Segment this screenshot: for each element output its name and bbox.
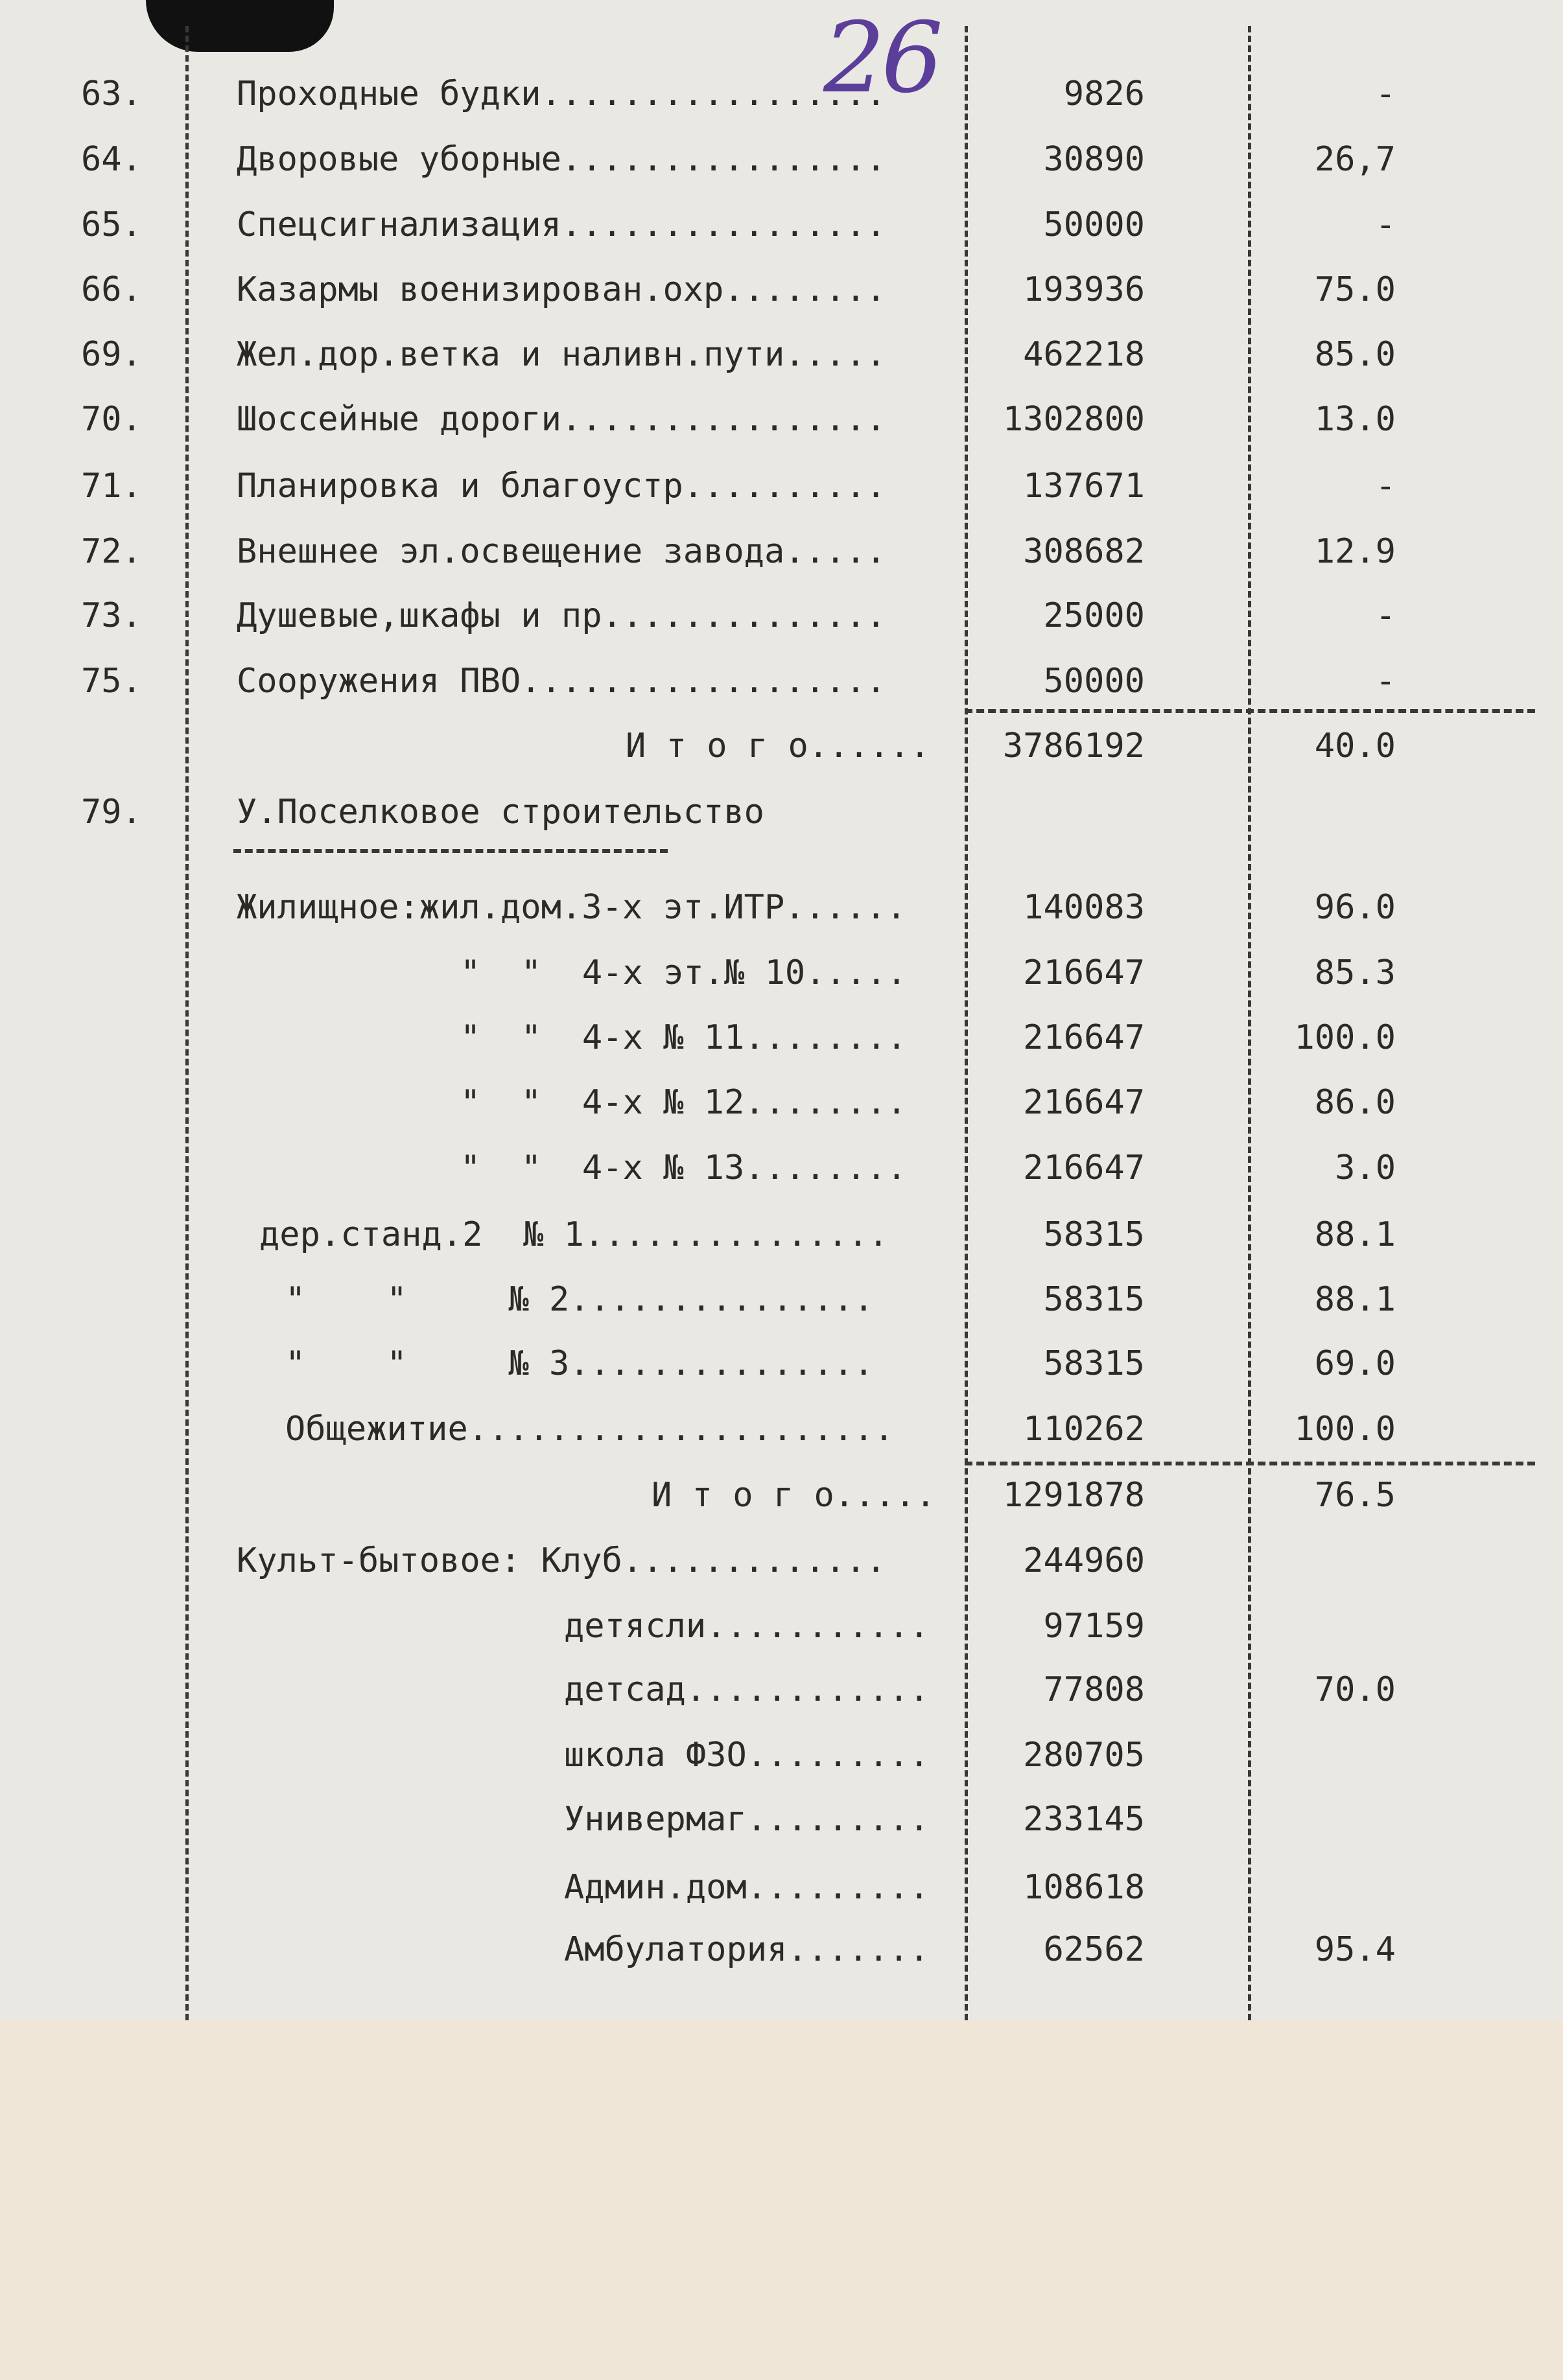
table-row [0,1397,1563,1462]
row-label: Амбулатория....... [564,1930,930,1969]
table-row [0,257,1563,322]
subtotal-percent: 76.5 [1314,1476,1396,1515]
row-amount: 140083 [1023,888,1145,927]
row-label: Админ.дом......... [564,1868,930,1907]
subtotal-percent: 40.0 [1314,727,1396,765]
torn-corner [146,0,334,52]
row-percent: 75.0 [1314,270,1396,309]
row-number: 69. [81,335,142,374]
row-percent: 95.4 [1314,1930,1396,1969]
row-percent: 12.9 [1314,532,1396,571]
row-percent: 13.0 [1314,400,1396,439]
row-amount: 77808 [1043,1670,1145,1709]
row-label: " " 4-х № 13........ [460,1149,907,1187]
row-amount: 137671 [1023,467,1145,506]
row-percent: 85.0 [1314,335,1396,374]
row-label: Душевые,шкафы и пр.............. [237,596,886,635]
row-number: 66. [81,270,142,309]
row-label: дер.станд.2 № 1............... [259,1215,889,1254]
row-number: 70. [81,400,142,439]
row-number: 75. [81,662,142,701]
row-label: Сооружения ПВО.................. [237,662,886,701]
heading-underline [233,849,668,853]
row-percent: 3.0 [1335,1149,1396,1187]
row-percent: - [1375,75,1396,113]
row-amount: 244960 [1023,1541,1145,1580]
row-percent: 86.0 [1314,1083,1396,1122]
table-row [0,940,1563,1005]
row-label: " " № 3............... [285,1344,874,1383]
table-row [0,583,1563,648]
row-label: Культ-бытовое: Клуб............. [237,1541,886,1580]
table-row [0,875,1563,940]
row-percent: - [1375,662,1396,701]
row-percent: 88.1 [1314,1215,1396,1254]
row-amount: 50000 [1043,205,1145,244]
table-row [0,1331,1563,1396]
row-amount: 193936 [1023,270,1145,309]
row-label: " " 4-х № 11........ [460,1018,907,1057]
row-label: Жел.дор.ветка и наливн.пути..... [237,335,886,374]
table-row [0,1202,1563,1267]
subtotal-row [0,1463,1563,1528]
row-label: " " 4-х эт.№ 10..... [460,953,907,992]
subtotal-amount: 3786192 [1002,727,1145,765]
table-row [0,1136,1563,1200]
table-row [0,1855,1563,1920]
row-label: Планировка и благоустр.......... [237,467,886,506]
row-amount: 216647 [1023,1083,1145,1122]
row-number: 72. [81,532,142,571]
table-row [0,192,1563,257]
row-label: Спецсигнализация................ [237,205,886,244]
table-row [0,1267,1563,1332]
table-row [0,127,1563,192]
row-label: детясли........... [564,1607,930,1646]
row-label: Шоссейные дороги................ [237,400,886,439]
subtotal-label: И т о г о..... [652,1476,936,1515]
row-amount: 58315 [1043,1215,1145,1254]
row-label: Проходные будки................. [237,75,886,113]
row-number: 64. [81,140,142,179]
row-percent: 69.0 [1314,1344,1396,1383]
folio-number: 26 [823,2,939,115]
subtotal-label: И т о г о...... [626,727,930,765]
row-label: " " № 2............... [285,1280,874,1319]
row-amount: 216647 [1023,953,1145,992]
row-label: Казармы военизирован.охр........ [237,270,886,309]
row-percent: 70.0 [1314,1670,1396,1709]
row-amount: 108618 [1023,1868,1145,1907]
row-amount: 216647 [1023,1149,1145,1187]
row-label: Внешнее эл.освещение завода..... [237,532,886,571]
table-row [0,1528,1563,1593]
table-row [0,1070,1563,1135]
row-amount: 97159 [1043,1607,1145,1646]
table-row [0,454,1563,519]
table-row [0,1723,1563,1788]
row-percent: 96.0 [1314,888,1396,927]
row-amount: 233145 [1023,1800,1145,1839]
row-percent: - [1375,205,1396,244]
row-percent: - [1375,596,1396,635]
row-amount: 9826 [1063,75,1145,113]
row-amount: 25000 [1043,596,1145,635]
row-amount: 308682 [1023,532,1145,571]
row-label: Универмаг......... [564,1800,930,1839]
row-amount: 280705 [1023,1736,1145,1775]
row-label: " " 4-х № 12........ [460,1083,907,1122]
row-percent: 88.1 [1314,1280,1396,1319]
row-number: 63. [81,75,142,113]
row-number: 71. [81,467,142,506]
row-percent: 100.0 [1294,1410,1396,1449]
row-number: 79. [81,793,142,832]
page-background [0,2020,1563,2380]
table-row [0,1657,1563,1722]
row-amount: 1302800 [1002,400,1145,439]
row-label: детсад............ [564,1670,930,1709]
row-percent: 26,7 [1314,140,1396,179]
table-row [0,1594,1563,1659]
table-row [0,1005,1563,1070]
table-row [0,1787,1563,1852]
row-percent: 85.3 [1314,953,1396,992]
row-amount: 50000 [1043,662,1145,701]
row-percent: - [1375,467,1396,506]
table-row [0,1917,1563,1982]
subtotal-row [0,714,1563,778]
table-row [0,62,1563,126]
row-label: школа ФЗО......... [564,1736,930,1775]
row-amount: 58315 [1043,1344,1145,1383]
row-number: 73. [81,596,142,635]
row-amount: 30890 [1043,140,1145,179]
row-amount: 58315 [1043,1280,1145,1319]
table-row [0,649,1563,714]
section-heading-row [0,780,1563,845]
table-row [0,519,1563,584]
table-row [0,387,1563,452]
row-amount: 62562 [1043,1930,1145,1969]
row-amount: 216647 [1023,1018,1145,1057]
table-row [0,322,1563,387]
row-number: 65. [81,205,142,244]
row-percent: 100.0 [1294,1018,1396,1057]
row-label: Жилищное:жил.дом.3-х эт.ИТР...... [237,888,907,927]
section-heading: У.Поселковое строительство [237,793,764,832]
row-label: Дворовые уборные................ [237,140,886,179]
subtotal-amount: 1291878 [1002,1476,1145,1515]
row-amount: 110262 [1023,1410,1145,1449]
row-amount: 462218 [1023,335,1145,374]
row-label: Общежитие..................... [285,1410,895,1449]
